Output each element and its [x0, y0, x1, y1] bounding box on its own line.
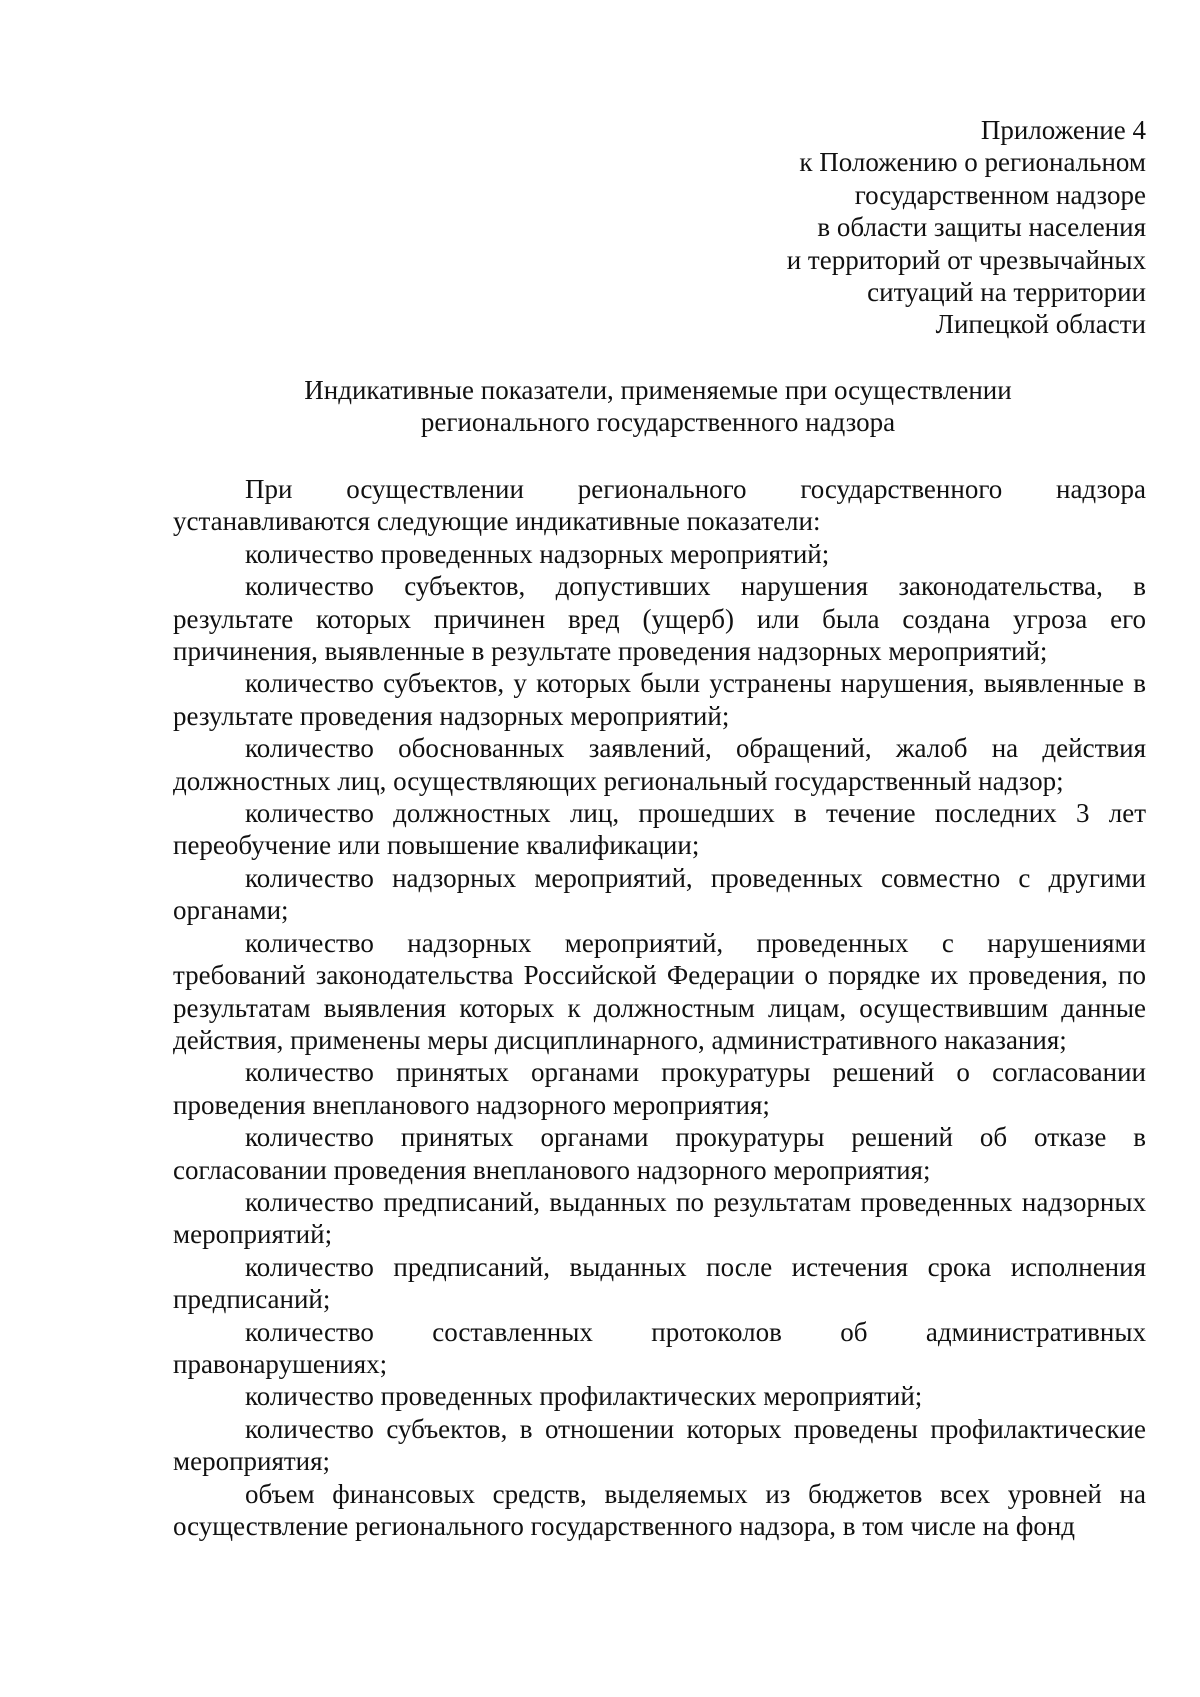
indicator-paragraph: количество субъектов, допустивших нарушения законодательства, в результате которых причинен вред (ущерб) или была создана угроза его причинения, выявленные в результате проведения надзорных мероприятий; — [173, 571, 1146, 667]
indicator-paragraph: объем финансовых средств, выделяемых из бюджетов всех уровней на осуществление регионального государственного надзора, в том числе на фонд — [173, 1478, 1146, 1541]
indicator-paragraph: количество предписаний, выданных по результатам проведенных надзорных мероприятий; — [173, 1186, 1146, 1250]
intro-paragraph: При осуществлении регионального государственного надзора устанавливаются следующие индикативные показатели: — [173, 474, 1146, 537]
appendix-line: в области защиты населения — [817, 212, 1146, 243]
appendix-header — [546, 114, 1146, 341]
indicator-paragraph: количество должностных лиц, прошедших в течение последних 3 лет переобучение или повышение квалификации; — [173, 798, 1146, 861]
title-line: Индикативные показатели, применяемые при осуществлении — [304, 375, 1012, 405]
indicator-paragraph: количество составленных протоколов об административных правонарушениях; — [173, 1316, 1146, 1379]
indicator-paragraph: количество надзорных мероприятий, проведенных с нарушениями требований законодательства Российской Федерации о порядке их проведения, по результатам выявления которых к должностным лицам, осуществившим данные действия, применены меры дисциплинарного, административного наказания; — [173, 927, 1146, 1055]
indicator-paragraph: количество субъектов, у которых были устранены нарушения, выявленные в результате проведения надзорных мероприятий; — [173, 668, 1146, 731]
indicator-paragraph: количество обоснованных заявлений, обращений, жалоб на действия должностных лиц, осуществляющих региональный государственный надзор; — [173, 733, 1146, 796]
indicator-paragraph: количество принятых органами прокуратуры решений о согласовании проведения внепланового надзорного мероприятия; — [173, 1057, 1146, 1120]
indicator-paragraph: количество субъектов, в отношении которых проведены профилактические мероприятия; — [173, 1413, 1146, 1477]
appendix-line: к Положению о региональном — [799, 147, 1146, 178]
indicator-paragraph: количество принятых органами прокуратуры решений об отказе в согласовании проведения внепланового надзорного мероприятия; — [173, 1122, 1146, 1185]
appendix-line: и территорий от чрезвычайных — [786, 244, 1146, 275]
document-body — [173, 473, 1146, 1542]
indicator-paragraph: количество надзорных мероприятий, проведенных совместно с другими органами; — [173, 862, 1146, 926]
appendix-line: Приложение 4 — [980, 115, 1146, 145]
title-line: регионального государственного надзора — [420, 407, 896, 438]
indicator-paragraph: количество проведенных профилактических мероприятий; — [245, 1381, 923, 1412]
indicator-paragraph: количество проведенных надзорных мероприятий; — [245, 538, 830, 569]
appendix-line: государственном надзоре — [854, 179, 1146, 210]
indicator-paragraph: количество предписаний, выданных после истечения срока исполнения предписаний; — [173, 1251, 1146, 1315]
appendix-line: Липецкой области — [935, 309, 1146, 340]
document-title — [170, 374, 1146, 439]
appendix-line: ситуаций на территории — [867, 277, 1146, 308]
